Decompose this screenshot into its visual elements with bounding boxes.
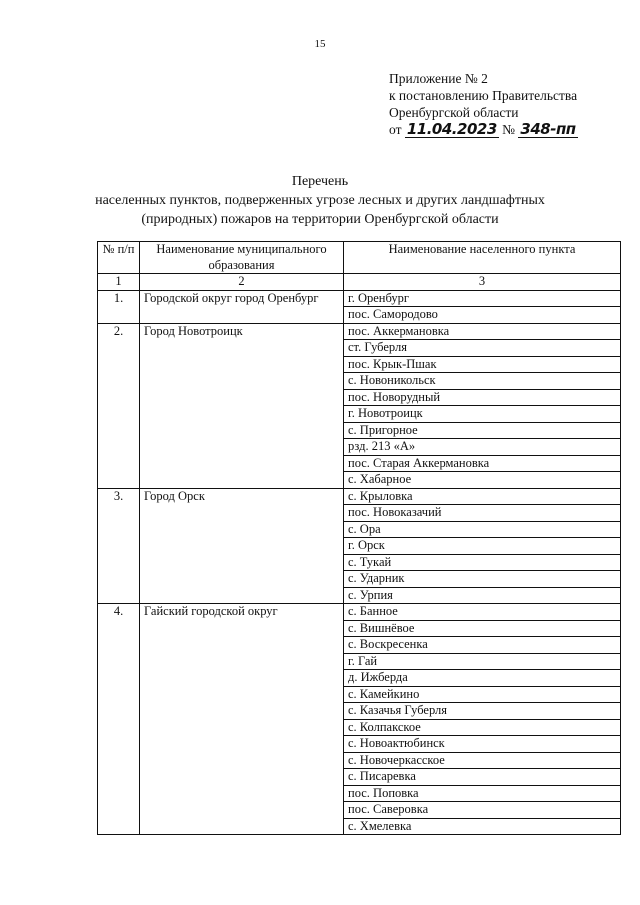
title-line-2: населенных пунктов, подверженных угрозе лесных и других ландшафтных [95, 193, 545, 208]
settlement-name: с. Хмелевка [344, 818, 621, 835]
date-prefix: от [389, 122, 402, 137]
appendix-region: Оренбургской области [389, 105, 519, 120]
settlement-name: с. Тукай [344, 554, 621, 571]
settlement-name: пос. Аккермановка [344, 323, 621, 340]
table-row [98, 290, 621, 307]
settlement-name: г. Орск [344, 538, 621, 555]
settlement-name: пос. Саверовка [344, 802, 621, 819]
table-header-row [98, 242, 621, 274]
title-line-1: Перечень [291, 174, 349, 189]
settlement-name: пос. Поповка [344, 785, 621, 802]
settlement-name: г. Новотроицк [344, 406, 621, 423]
settlement-name: г. Оренбург [344, 290, 621, 307]
row-number: 1. [98, 290, 140, 323]
settlement-name: с. Ора [344, 521, 621, 538]
settlement-name: пос. Старая Аккермановка [344, 455, 621, 472]
row-number: 3. [98, 488, 140, 604]
municipality-name: Гайский городской округ [140, 604, 344, 835]
header-number: № п/п [98, 242, 140, 274]
table-row [98, 488, 621, 505]
settlement-name: с. Новочеркасское [344, 752, 621, 769]
appendix-date-line [389, 121, 578, 138]
handwritten-date: 11.04.2023 [406, 120, 497, 138]
appendix-block [389, 70, 578, 138]
municipality-name: Город Новотроицк [140, 323, 344, 488]
settlement-name: с. Казачья Губерля [344, 703, 621, 720]
appendix-resolution: к постановлению Правительства [389, 88, 578, 103]
table-column-numbers-row [98, 274, 621, 291]
document-title [80, 172, 560, 229]
table-row [98, 604, 621, 621]
settlement-name: рзд. 213 «А» [344, 439, 621, 456]
settlement-name: ст. Губерля [344, 340, 621, 357]
header-settlement: Наименование населенного пункта [344, 242, 621, 274]
settlement-name: с. Крыловка [344, 488, 621, 505]
row-number: 2. [98, 323, 140, 488]
settlement-name: г. Гай [344, 653, 621, 670]
handwritten-number: 348-пп [520, 120, 576, 138]
settlement-name: с. Новоактюбинск [344, 736, 621, 753]
appendix-title: Приложение № 2 [389, 71, 488, 86]
settlement-name: с. Писаревка [344, 769, 621, 786]
municipality-name: Город Орск [140, 488, 344, 604]
settlement-name: пос. Новорудный [344, 389, 621, 406]
number-prefix: № [502, 122, 516, 137]
settlement-name: пос. Крык-Пшак [344, 356, 621, 373]
column-number: 3 [344, 274, 621, 291]
column-number: 1 [98, 274, 140, 291]
settlement-name: пос. Новоказачий [344, 505, 621, 522]
settlement-name: с. Банное [344, 604, 621, 621]
settlement-name: с. Урпия [344, 587, 621, 604]
settlement-name: пос. Самородово [344, 307, 621, 324]
settlement-name: с. Камейкино [344, 686, 621, 703]
settlement-name: с. Пригорное [344, 422, 621, 439]
table-row [98, 323, 621, 340]
header-municipality: Наименование муниципального образования [140, 242, 344, 274]
title-line-3: (природных) пожаров на территории Оренбургской области [141, 212, 499, 227]
settlement-name: с. Колпакское [344, 719, 621, 736]
settlement-name: с. Ударник [344, 571, 621, 588]
settlement-name: с. Хабарное [344, 472, 621, 489]
column-number: 2 [140, 274, 344, 291]
settlement-name: с. Вишнёвое [344, 620, 621, 637]
settlements-table [97, 241, 621, 835]
settlement-name: д. Ижберда [344, 670, 621, 687]
table-body [98, 290, 621, 835]
row-number: 4. [98, 604, 140, 835]
municipality-name: Городской округ город Оренбург [140, 290, 344, 323]
settlement-name: с. Воскресенка [344, 637, 621, 654]
settlement-name: с. Новоникольск [344, 373, 621, 390]
page-number: 15 [314, 38, 326, 50]
